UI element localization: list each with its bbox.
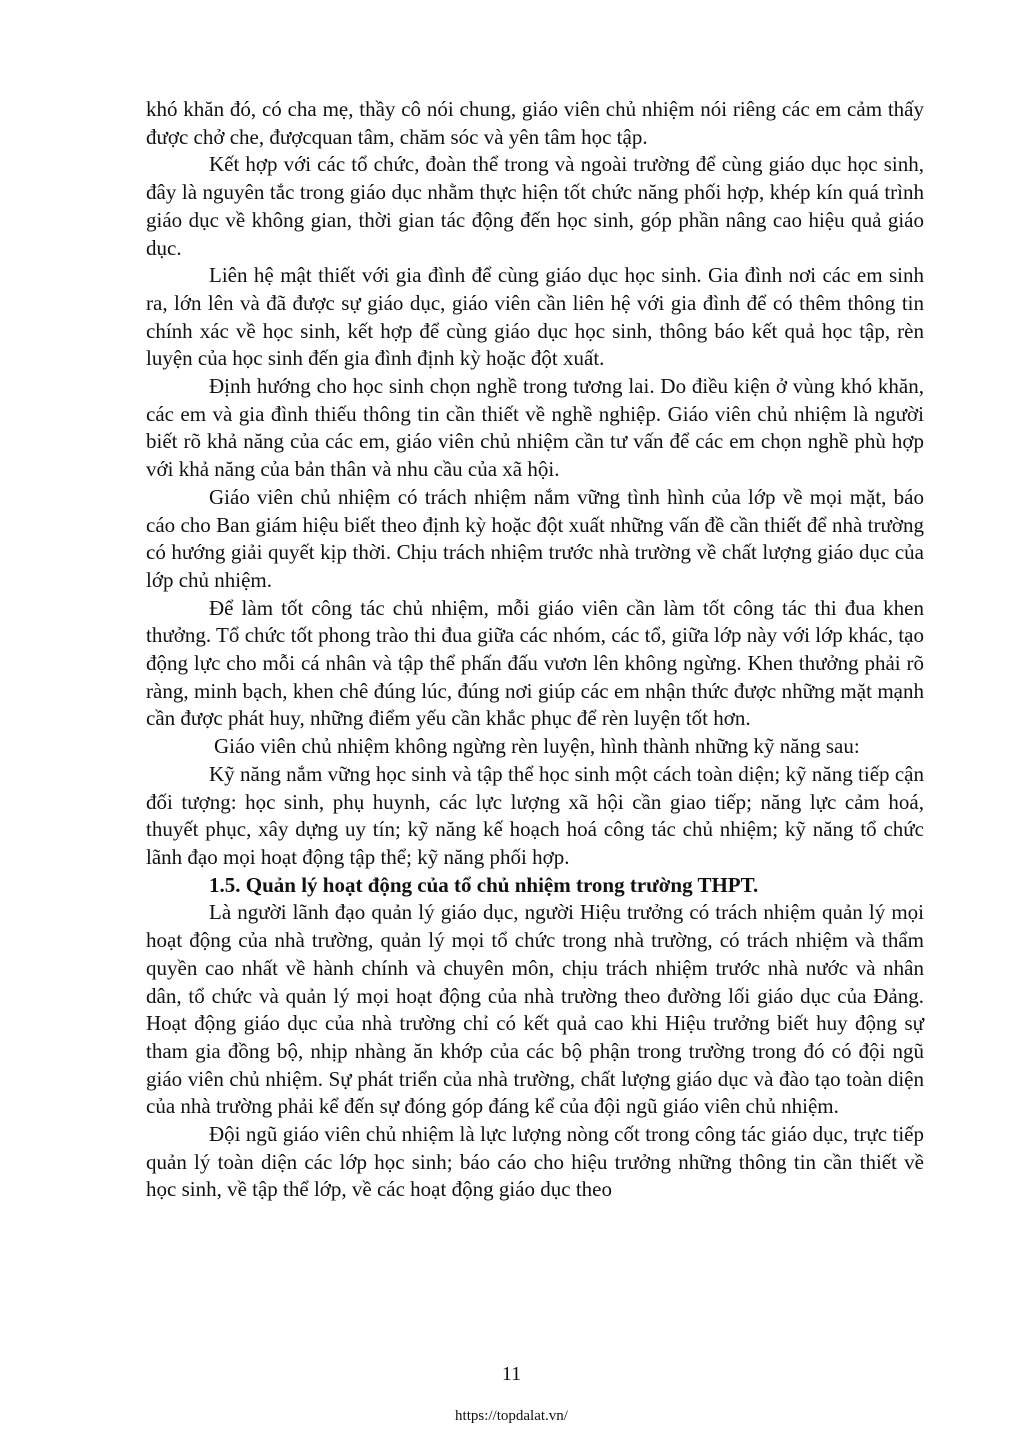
paragraph-family-liaison: Liên hệ mật thiết với gia đình để cùng giáo dục học sinh. Gia đình nơi các em sinh ra, lớn lên và đã được sự giáo dục, giáo viên cần liên hệ với gia đình để có thêm thông tin chính xác về học sinh, kết hợp để cùng giáo dục học sinh, thông báo kết quả học tập, rèn luyện của học sinh đến gia đình định kỳ hoặc đột xuất. <box>146 263 924 371</box>
paragraph-skills-intro: Giáo viên chủ nhiệm không ngừng rèn luyện, hình thành những kỹ năng sau: <box>214 734 860 759</box>
paragraph-skills-list: Kỹ năng nắm vững học sinh và tập thể học sinh một cách toàn diện; kỹ năng tiếp cận đối tượng: học sinh, phụ huynh, các lực lượng xã hội cần giao tiếp; năng lực cảm hoá, thuyết phục, xây dựng uy tín; kỹ năng kế hoạch hoá công tác chủ nhiệm; kỹ năng tổ chức lãnh đạo mọi hoạt động tập thể; kỹ năng phối hợp. <box>146 761 924 869</box>
paragraph-cooperation-organizations: Kết hợp với các tổ chức, đoàn thể trong và ngoài trường để cùng giáo dục học sinh, đây là nguyên tắc trong giáo dục nhằm thực hiện tốt chức năng phối hợp, khép kín quá trình giáo dục về không gian, thời gian tác động đến học sinh, góp phần nâng cao hiệu quả giáo dục. <box>146 152 924 260</box>
paragraph-continuation: khó khăn đó, có cha mẹ, thầy cô nói chung, giáo viên chủ nhiệm nói riêng các em cảm thấy được chở che, đượcquan tâm, chăm sóc và yên tâm học tập. <box>146 97 924 149</box>
paragraph-career-orientation: Định hướng cho học sinh chọn nghề trong tương lai. Do điều kiện ở vùng khó khăn, các em và gia đình thiếu thông tin cần thiết về nghề nghiệp. Giáo viên chủ nhiệm là người biết rõ khả năng của các em, giáo viên chủ nhiệm cần tư vấn để các em chọn nghề phù hợp với khả năng của bản thân và nhu cầu của xã hội. <box>146 374 924 482</box>
footer-url: https://topdalat.vn/ <box>455 1408 568 1424</box>
page-body <box>146 96 924 1204</box>
paragraph-homeroom-team: Đội ngũ giáo viên chủ nhiệm là lực lượng nòng cốt trong công tác giáo dục, trực tiếp quản lý toàn diện các lớp học sinh; báo cáo cho hiệu trưởng những thông tin cần thiết về học sinh, về tập thể lớp, về các hoạt động giáo dục theo <box>146 1122 924 1202</box>
paragraph-principal-role: Là người lãnh đạo quản lý giáo dục, người Hiệu trưởng có trách nhiệm quản lý mọi hoạt động của nhà trường, quản lý mọi tổ chức trong nhà trường, có trách nhiệm và thẩm quyền cao nhất về hành chính và chuyên môn, chịu trách nhiệm trước nhà nước và nhân dân, tổ chức và quản lý mọi hoạt động của nhà trường theo đường lối giáo dục của Đảng. Hoạt động giáo dục của nhà trường chỉ có kết quả cao khi Hiệu trưởng biết huy động sự tham gia đồng bộ, nhịp nhàng ăn khớp của các bộ phận trong trường trong đó có đội ngũ giáo viên chủ nhiệm. Sự phát triển của nhà trường, chất lượng giáo dục và đào tạo toàn diện của nhà trường phải kể đến sự đóng góp đáng kể của đội ngũ giáo viên chủ nhiệm. <box>146 900 924 1119</box>
paragraph-class-responsibility: Giáo viên chủ nhiệm có trách nhiệm nắm vững tình hình của lớp về mọi mặt, báo cáo cho Ban giám hiệu biết theo định kỳ hoặc đột xuất những vấn đề cần thiết để nhà trường có hướng giải quyết kịp thời. Chịu trách nhiệm trước nhà trường về chất lượng giáo dục của lớp chủ nhiệm. <box>146 484 924 592</box>
page-number: 11 <box>501 1363 522 1385</box>
section-heading: 1.5. Quản lý hoạt động của tổ chủ nhiệm trong trường THPT. <box>209 872 759 897</box>
paragraph-emulation-reward: Để làm tốt công tác chủ nhiệm, mỗi giáo viên cần làm tốt công tác thi đua khen thưởng. Tổ chức tốt phong trào thi đua giữa các nhóm, các tổ, giữa lớp này với lớp khác, tạo động lực cho mỗi cá nhân và tập thể phấn đấu vươn lên không ngừng. Khen thưởng phải rõ ràng, minh bạch, khen chê đúng lúc, đúng nơi giúp các em nhận thức được những mặt mạnh cần được phát huy, những điểm yếu cần khắc phục để rèn luyện tốt hơn. <box>146 595 924 731</box>
